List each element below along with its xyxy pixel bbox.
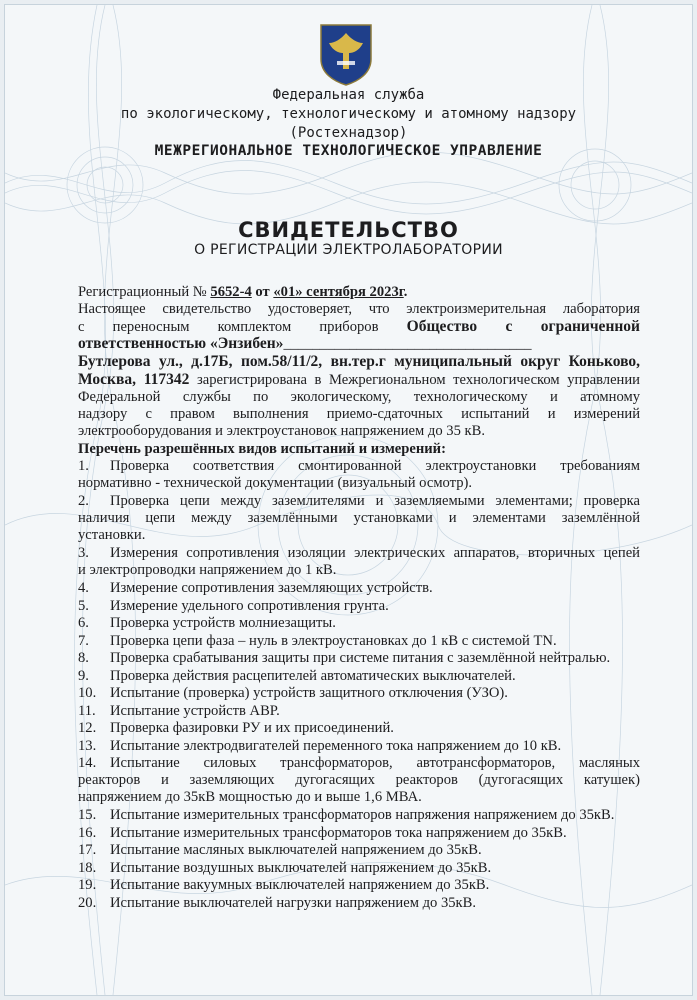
list-item: 12. Проверка фазировки РУ и их присоединений. xyxy=(78,720,394,736)
reg-date: «01» сентября 2023г xyxy=(273,284,404,300)
list-item-cont: наличия цепи между заземлёнными установками и элементами заземлённой xyxy=(78,510,640,526)
list-title: Перечень разрешённых видов испытаний и измерений: xyxy=(78,441,446,457)
certificate-title: СВИДЕТЕЛЬСТВО xyxy=(238,218,459,242)
certificate-sheet xyxy=(4,4,693,996)
reg-number: 5652-4 xyxy=(210,284,252,300)
list-item-cont: и электропроводки напряжением до 1 кВ. xyxy=(78,562,337,578)
list-item-cont: напряжением до 35кВ мощностью до и выше 1,6 МВА. xyxy=(78,789,422,805)
list-item: 7. Проверка цепи фаза – нуль в электроустановках до 1 кВ с системой TN. xyxy=(78,633,557,649)
agency-name-line1: Федеральная служба xyxy=(272,87,425,103)
reg-label: Регистрационный № xyxy=(78,284,207,300)
body-line: Настоящее свидетельство удостоверяет, что электроизмерительная лаборатория xyxy=(78,301,640,317)
list-item-cont: установки. xyxy=(78,527,146,543)
organization-name-cont: ответственностью «Энзибен» xyxy=(78,335,284,352)
list-item: 10. Испытание (проверка) устройств защитного отключения (УЗО). xyxy=(78,685,508,701)
body-line: надзору с правом выполнения приемо-сдаточных испытаний и измерений xyxy=(78,406,640,422)
list-item: 4. Измерение сопротивления заземляющих устройств. xyxy=(78,580,433,596)
list-item: 15. Испытание измерительных трансформаторов напряжения напряжением до 35кВ. xyxy=(78,807,615,823)
organization-name: Общество с ограниченной xyxy=(406,318,640,335)
list-item: 19. Испытание вакуумных выключателей напряжением до 35кВ. xyxy=(78,877,490,893)
reg-from: от xyxy=(255,284,270,300)
list-item: 6. Проверка устройств молниезащиты. xyxy=(78,615,336,631)
list-item: 3. Измерения сопротивления изоляции электрических аппаратов, вторичных цепей xyxy=(78,545,640,561)
body-line: с переносным комплектом приборов Общество с ограниченной xyxy=(78,318,640,335)
organization-address: Бутлерова ул., д.17Б, пом.58/11/2, вн.тер.г муниципальный округ Коньково, xyxy=(78,353,640,370)
body-line: электрооборудования и электроустановок напряжением до 35 кВ. xyxy=(78,423,485,439)
body-line: ответственностью «Энзибен»__________________________________ xyxy=(78,335,532,352)
list-item: 1. Проверка соответствия смонтированной электроустановки требованиям xyxy=(78,458,640,474)
list-item: 18. Испытание воздушных выключателей напряжением до 35кВ. xyxy=(78,860,492,876)
department-name: МЕЖРЕГИОНАЛЬНОЕ ТЕХНОЛОГИЧЕСКОЕ УПРАВЛЕНИЕ xyxy=(154,143,543,159)
list-item: 9. Проверка действия расцепителей автоматических выключателей. xyxy=(78,668,516,684)
rostekhnadzor-emblem-icon xyxy=(317,21,375,87)
list-item: 14. Испытание силовых трансформаторов, автотрансформаторов, масляных xyxy=(78,755,640,771)
list-item: 13. Испытание электродвигателей переменного тока напряжением до 10 кВ. xyxy=(78,738,562,754)
list-item: 2. Проверка цепи между заземлителями и заземляемыми элементами; проверка xyxy=(78,493,640,509)
list-item: 16. Испытание измерительных трансформаторов тока напряжением до 35кВ. xyxy=(78,825,567,841)
agency-abbreviation: (Ростехнадзор) xyxy=(289,125,408,141)
agency-name-line2: по экологическому, технологическому и атомному надзору xyxy=(120,106,577,122)
list-item: 20. Испытание выключателей нагрузки напряжением до 35кВ. xyxy=(78,895,477,911)
registration-line: Регистрационный № 5652-4 от «01» сентября 2023г. xyxy=(78,284,408,300)
body-line: Федеральной службы по экологическому, технологическому и атомному xyxy=(78,389,640,405)
list-item: 11. Испытание устройств АВР. xyxy=(78,703,280,719)
body-line: Москва, 117342 зарегистрирована в Межрегиональном технологическом управлении xyxy=(78,371,640,388)
list-item-cont: реакторов и заземляющих дугогасящих реакторов (дугогасящих катушек) xyxy=(78,772,640,788)
list-item: 8. Проверка срабатывания защиты при системе питания с заземлённой нейтралью. xyxy=(78,650,611,666)
list-item-cont: нормативно - технической документации (визуальный осмотр). xyxy=(78,475,473,491)
list-item: 17. Испытание масляных выключателей напряжением до 35кВ. xyxy=(78,842,482,858)
list-item: 5. Измерение удельного сопротивления грунта. xyxy=(78,598,389,614)
certificate-subtitle: О РЕГИСТРАЦИИ ЭЛЕКТРОЛАБОРАТОРИИ xyxy=(194,242,503,258)
